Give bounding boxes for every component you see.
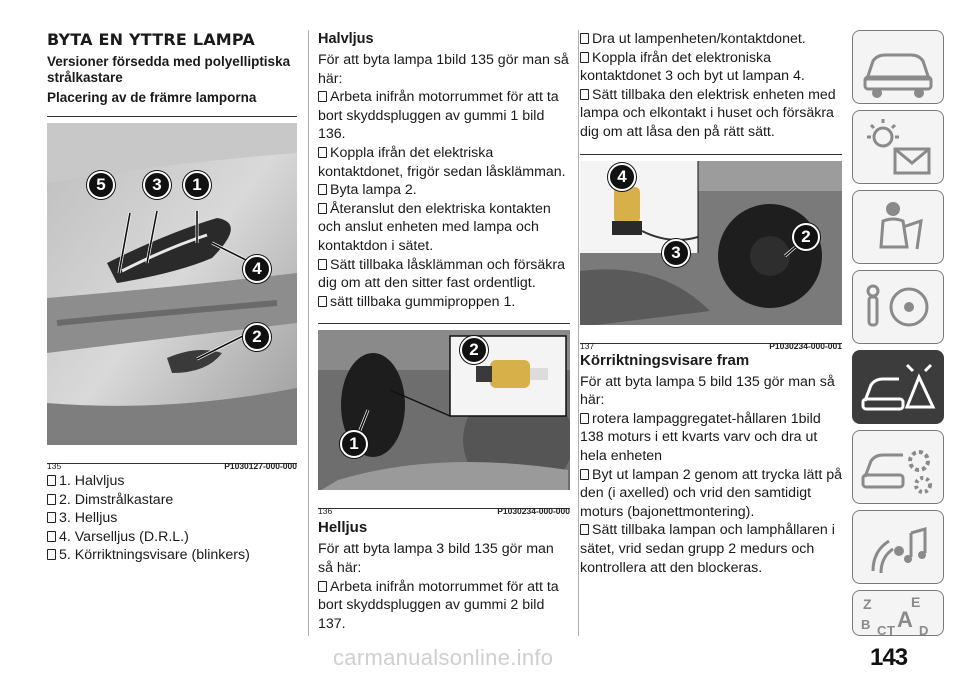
checkbox-bullet-icon [47,549,56,560]
tab-index[interactable] [852,590,944,636]
tab-safety[interactable] [852,190,944,264]
callout-3: 3 [143,171,171,199]
heading-halvljus: Halvljus [318,31,374,47]
lights-warning-icon [853,111,945,185]
tab-lights[interactable] [852,110,944,184]
airbag-safety-icon [853,191,945,265]
callout-4: 4 [243,255,271,283]
callout-1: 1 [340,430,368,458]
callout-2: 2 [792,223,820,251]
checkbox-bullet-icon [318,296,327,307]
step-item: Koppla ifrån det elektriska kontaktdonet, frigör sedan låsklämman. [318,144,566,180]
intro-text: För att byta lampa 5 bild 135 gör man så här: [580,373,835,409]
index-icon [853,591,945,637]
step-item: Byt ut lampan 2 genom att trycka lätt på den (i axelled) och vrid den samtidigt moturs (bajonettmontering). [580,466,842,520]
section-subtitle: Versioner försedda med polyelliptiska strålkastare [47,54,291,85]
figure-number: 136 [318,506,333,517]
heading-helljus: Helljus [318,519,368,537]
steering-key-icon [853,271,945,345]
checkbox-bullet-icon [47,475,56,486]
step-item: Byta lampa 2. [318,181,570,200]
index-letter: E [911,594,921,610]
column-divider [308,30,309,636]
figure-135 [47,116,297,471]
car-front-illustration [47,123,297,445]
checkbox-bullet-icon [318,581,327,592]
step-item: Återanslut den elektriska kontakten och anslut enheten med lampa och kontaktdon i sätet. [318,200,551,254]
maintenance-icon [853,431,945,505]
tab-maintenance[interactable] [852,430,944,504]
watermark: carmanualsonline.info [333,645,554,670]
headlight-photo [47,123,297,445]
intro-text: För att byta lampa 1bild 135 gör man så här: [318,52,569,87]
checkbox-bullet-icon [580,52,589,63]
figure-number: 137 [580,340,595,351]
figure-number: 135 [47,461,62,471]
figure-137 [580,154,842,351]
figure-code: P1030234-000-000 [497,506,570,517]
checkbox-bullet-icon [318,91,327,102]
legend-item: 4. Varselljus (D.R.L.) [47,528,297,547]
intro-text: För att byta lampa 3 bild 135 gör man så här: [318,541,554,576]
step-item: Sätt tillbaka lampan och lamphållaren i sätet, vrid sedan grupp 2 medurs och kontrollera att den blockeras. [580,522,835,576]
section-subtitle-placement: Placering av de främre lamporna [47,90,257,105]
index-letter: Z [863,596,872,612]
callout-2: 2 [243,323,271,351]
checkbox-bullet-icon [580,413,589,424]
index-letter: T [887,623,895,637]
heading-korriktningsvisare: Körriktningsvisare fram [580,351,750,369]
step-item: Sätt tillbaka låsklämman och försäkra dig om att den sitter fast ordentligt. [318,256,565,292]
dashboard-car-icon [853,31,945,105]
page-title: BYTA EN YTTRE LAMPA [47,30,255,49]
checkbox-bullet-icon [47,531,56,542]
callout-3: 3 [662,239,690,267]
tab-multimedia[interactable] [852,510,944,584]
checkbox-bullet-icon [318,203,327,214]
page-number: 143 [870,644,908,671]
callout-4: 4 [608,163,636,191]
checkbox-bullet-icon [318,259,327,270]
legend-item: 1. Halvljus [47,472,297,491]
checkbox-bullet-icon [580,33,589,44]
step-item: Arbeta inifrån motorrummet för att ta bort skyddspluggen av gummi 2 bild 137. [318,578,559,632]
callout-5: 5 [87,171,115,199]
lamp-legend [47,472,297,565]
step-item: Dra ut lampenheten/kontaktdonet. [580,30,842,49]
multimedia-icon [853,511,945,585]
callout-1: 1 [183,171,211,199]
step-item: Arbeta inifrån motorrummet för att ta bort skyddspluggen av gummi 1 bild 136. [318,89,559,143]
checkbox-bullet-icon [580,524,589,535]
column-divider [578,30,579,636]
engine-bay-photo [580,161,842,325]
legend-item: 2. Dimstrålkastare [47,491,297,510]
tab-dashboard[interactable] [852,30,944,104]
index-letter: B [861,617,871,632]
checkbox-bullet-icon [47,494,56,505]
checkbox-bullet-icon [580,89,589,100]
column-1 [47,30,297,565]
step-item: rotera lampaggregatet-hållaren 1bild 138 moturs i ett kvarts varv och dra ut hela enheten [580,410,821,464]
index-letter: D [919,623,929,637]
figure-136 [318,323,570,517]
figure-code: P1030234-000-001 [769,340,842,351]
index-letter: C [877,623,887,637]
emergency-icon [853,351,945,425]
figure-code: P1030127-000-000 [224,461,297,471]
checkbox-bullet-icon [47,512,56,523]
engine-bay-photo [318,330,570,490]
column-2 [318,30,570,633]
checkbox-bullet-icon [580,469,589,480]
step-item: Koppla ifrån det elektroniska kontaktdonet 3 och byt ut lampan 4. [580,49,805,85]
engine-bay-illustration [318,330,570,490]
legend-item: 5. Körriktningsvisare (blinkers) [47,546,297,565]
checkbox-bullet-icon [318,184,327,195]
index-letter: A [897,607,913,632]
tab-emergency[interactable] [852,350,944,424]
tab-starting[interactable] [852,270,944,344]
column-3 [580,30,842,577]
legend-item: 3. Helljus [47,509,297,528]
checkbox-bullet-icon [318,147,327,158]
callout-2: 2 [460,336,488,364]
step-item: Sätt tillbaka den elektrisk enheten med lampa och elkontakt i huset och försäkra dig om att låsa den på rätt sätt. [580,86,836,140]
step-item: sätt tillbaka gummiproppen 1. [318,293,570,312]
